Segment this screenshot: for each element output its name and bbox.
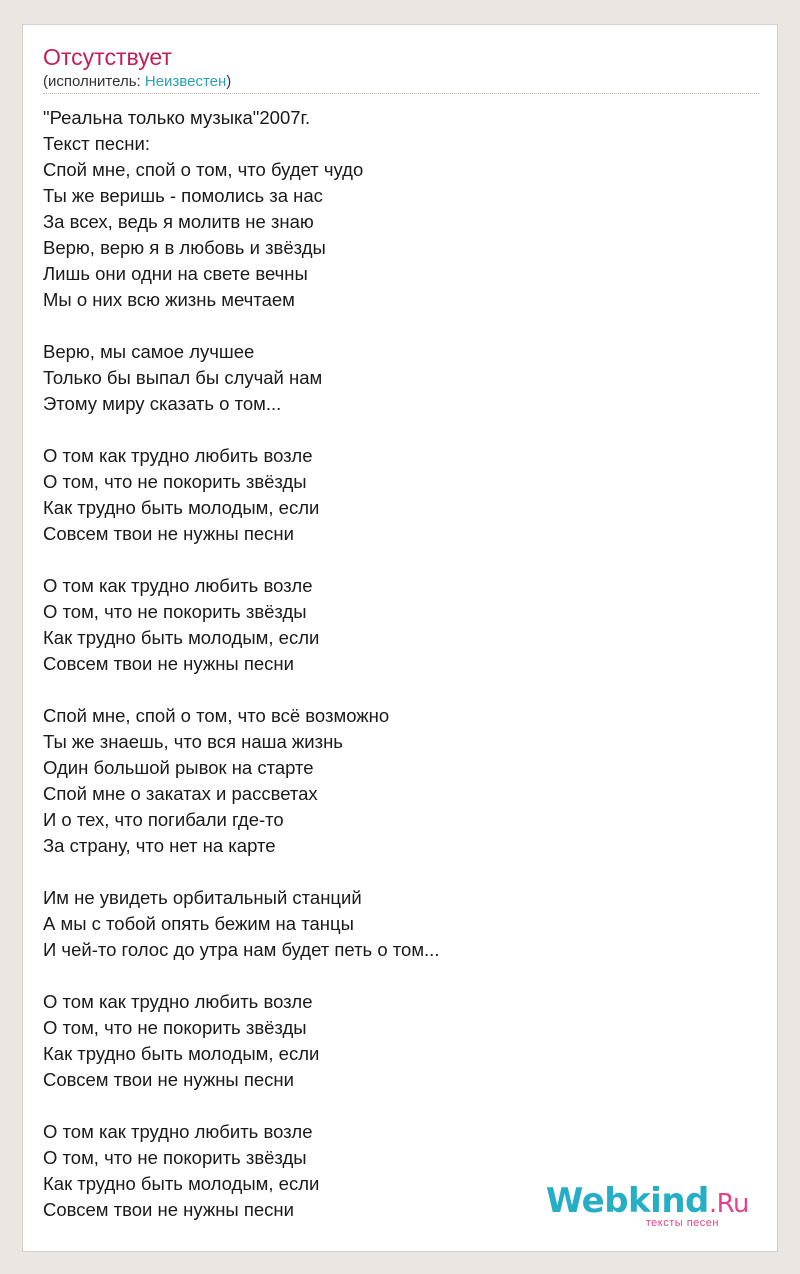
- lyrics-card: [22, 24, 778, 1252]
- lyric-line: А мы с тобой опять бежим на танцы: [43, 913, 354, 934]
- lyric-line: Как трудно быть молодым, если: [43, 497, 320, 518]
- lyric-line: Совсем твои не нужны песни: [43, 1069, 294, 1090]
- lyric-line: Мы о них всю жизнь мечтаем: [43, 289, 295, 310]
- lyric-line: Как трудно быть молодым, если: [43, 1173, 320, 1194]
- lyric-line: Ты же веришь - помолись за нас: [43, 185, 323, 206]
- lyric-line: И о тех, что погибали где-то: [43, 809, 284, 830]
- stanza: [43, 105, 743, 313]
- lyric-line: Ты же знаешь, что вся наша жизнь: [43, 731, 343, 752]
- lyric-line: Совсем твои не нужны песни: [43, 653, 294, 674]
- lyric-line: О том как трудно любить возле: [43, 575, 313, 596]
- lyric-line: Спой мне о закатах и рассветах: [43, 783, 318, 804]
- logo-tld: .Ru: [708, 1189, 749, 1219]
- lyric-line: Верю, верю я в любовь и звёзды: [43, 237, 326, 258]
- lyric-line: Как трудно быть молодым, если: [43, 1043, 320, 1064]
- artist-suffix: ): [226, 73, 232, 90]
- lyric-line: За страну, что нет на карте: [43, 835, 276, 856]
- lyric-line: Совсем твои не нужны песни: [43, 1199, 294, 1220]
- lyric-line: Один большой рывок на старте: [43, 757, 314, 778]
- lyric-line: За всех, ведь я молитв не знаю: [43, 211, 314, 232]
- lyric-line: О том, что не покорить звёзды: [43, 1147, 307, 1168]
- lyric-line: О том, что не покорить звёзды: [43, 471, 307, 492]
- lyric-line: Лишь они одни на свете вечны: [43, 263, 308, 284]
- artist-link[interactable]: Неизвестен: [144, 73, 227, 90]
- lyric-line: О том как трудно любить возле: [43, 1121, 313, 1142]
- lyric-line: "Реальна только музыка"2007г.: [43, 107, 311, 128]
- song-title: Отсутствует: [43, 44, 172, 70]
- lyric-line: Как трудно быть молодым, если: [43, 627, 320, 648]
- lyric-line: Верю, мы самое лучшее: [43, 341, 255, 362]
- lyric-line: Этому миру сказать о том...: [43, 393, 282, 414]
- lyric-line: Только бы выпал бы случай нам: [43, 367, 323, 388]
- stanza: [43, 989, 743, 1093]
- artist-prefix: (исполнитель:: [43, 73, 145, 90]
- divider: [43, 93, 759, 94]
- lyric-line: Совсем твои не нужны песни: [43, 523, 294, 544]
- webkind-logo[interactable]: [545, 1181, 749, 1229]
- stanza: [43, 339, 743, 417]
- lyric-line: О том как трудно любить возле: [43, 445, 313, 466]
- lyric-line: Текст песни:: [43, 133, 150, 154]
- lyric-line: О том, что не покорить звёзды: [43, 1017, 307, 1038]
- logo-name: Webkind: [545, 1181, 709, 1221]
- stanza: [43, 885, 743, 963]
- lyrics-text: [43, 105, 743, 1249]
- lyric-line: И чей-то голос до утра нам будет петь о том...: [43, 939, 440, 960]
- lyric-line: О том, что не покорить звёзды: [43, 601, 307, 622]
- artist-line: [43, 73, 231, 91]
- stanza: [43, 573, 743, 677]
- stanza: [43, 443, 743, 547]
- lyric-line: Спой мне, спой о том, что всё возможно: [43, 705, 390, 726]
- logo-wordmark: [545, 1181, 749, 1221]
- lyric-line: Спой мне, спой о том, что будет чудо: [43, 159, 364, 180]
- logo-tagline: тексты песен: [645, 1217, 719, 1229]
- lyric-line: Им не увидеть орбитальный станций: [43, 887, 362, 908]
- lyric-line: О том как трудно любить возле: [43, 991, 313, 1012]
- stanza: [43, 703, 743, 859]
